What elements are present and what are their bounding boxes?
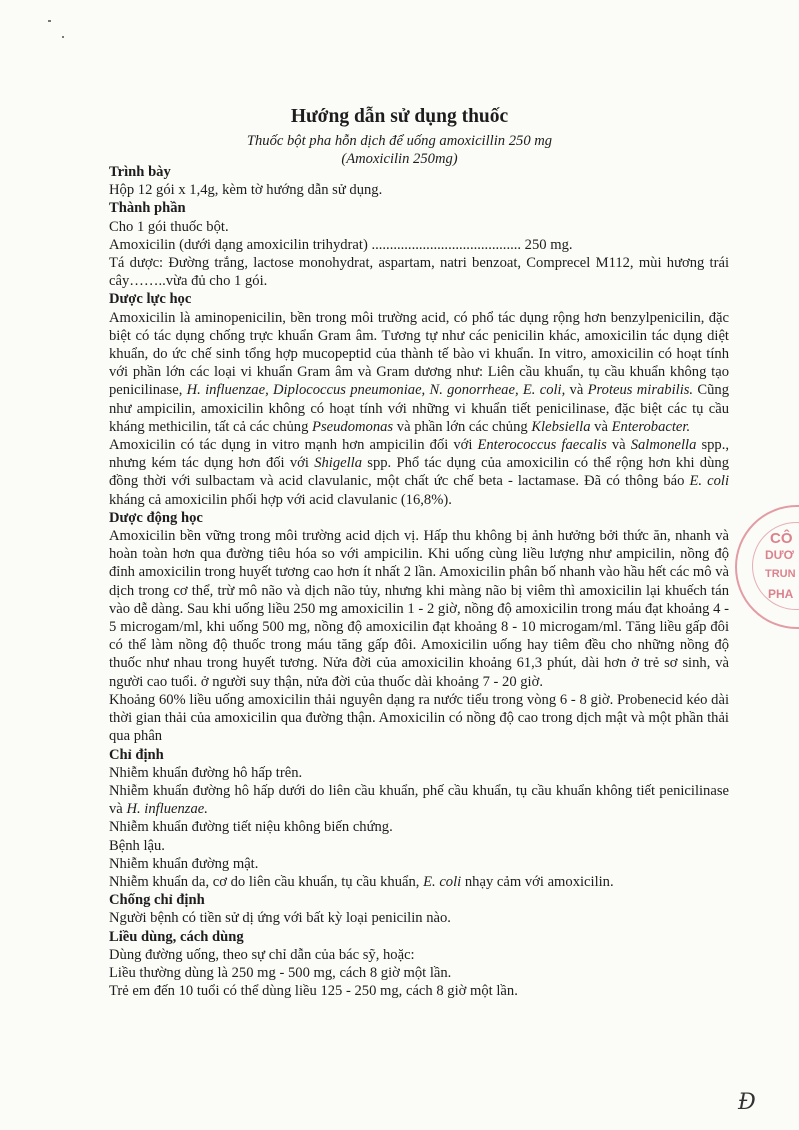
stamp-inner-ring [752,522,799,610]
document-body [109,163,729,1000]
thanh-phan-line: Cho 1 gói thuốc bột. [109,218,229,235]
text-run: và phần lớn các chủng [396,418,528,435]
italic-text-run: H. influenzae. [126,801,208,818]
text-run: Amoxicilin là aminopenicilin, bền trong môi trường acid, có phổ tác dụng rộng hơn benzylpenicilin, đặc biệt có tác dụng chống trực khuẩn Gram âm. Tương tự như các penicilin khác, amoxicilin tác dụng diệt khuẩn, do ức chế sinh tổng hợp mucopeptid của thành tế bào vi khuẩn. In vitro, amoxicilin có hoạt tính với phần lớn các loại vi khuẩn Gram âm và Gram dương như: Liên cầu khuẩn, tụ cầu khuẩn không tạo penicilinase, [109,309,729,399]
duoc-luc-hoc-paragraph [109,309,729,436]
chi-dinh-item: Nhiễm khuẩn đường tiết niệu không biến chứng. [109,819,393,836]
stamp-text: CÔ [770,530,793,547]
section-heading-thanh-phan: Thành phần [109,200,186,217]
thanh-phan-line: Amoxicilin (dưới dạng amoxicilin trihydrat) ......................................... 250 mg. [109,236,573,253]
italic-text-run: Enterobacter. [611,418,691,435]
text-run: Cũng như ampicilin, amoxicilin không có hoạt tính với những vi khuẩn tiết penicilinase, đặc biệt các tụ cầu kháng methicilin, tất cả các chủng [109,382,729,435]
text-run: Nhiễm khuẩn da, cơ do liên cầu khuẩn, tụ cầu khuẩn, [109,873,420,890]
section-heading-lieu-dung: Liều dùng, cách dùng [109,928,244,945]
text-run: và [611,437,626,454]
chi-dinh-item: Nhiễm khuẩn đường mật. [109,855,259,872]
italic-text-run: H. influenzae, Diplococcus pneumoniae, N. gonorrheae, E. coli, [186,382,566,399]
scan-speck [62,36,64,38]
text-run: Amoxicilin có tác dụng in vitro mạnh hơn ampicilin đối với [109,437,473,454]
text-run: spp., nhưng kém tác dụng hơn đối với [109,437,730,472]
chong-chi-dinh-item: Người bệnh có tiền sử dị ứng với bất kỳ loại penicilin nào. [109,910,451,927]
italic-text-run: E. coli [423,873,462,890]
italic-text-run: Pseudomonas [312,418,394,435]
section-heading-duoc-luc-hoc: Dược lực học [109,291,192,308]
stamp-text: TRUN [765,568,796,580]
italic-text-run: E. coli [689,473,729,490]
lieu-dung-item: Dùng đường uống, theo sự chỉ dẫn của bác sỹ, hoặc: [109,946,415,963]
stamp-outer-ring [735,505,799,629]
chi-dinh-item: Bệnh lậu. [109,837,165,854]
stamp-text: PHA [768,587,794,601]
trinh-bay-text: Hộp 12 gói x 1,4g, kèm tờ hướng dẫn sử dụng. [109,182,383,199]
text-run: Nhiễm khuẩn đường hô hấp dưới do liên cầu khuẩn, phế cầu khuẩn, tụ cầu khuẩn không tiết penicilinase và [109,782,729,818]
lieu-dung-item: Trẻ em đến 10 tuổi có thể dùng liều 125 - 250 mg, cách 8 giờ một lần. [109,983,518,1000]
chi-dinh-item [109,873,729,891]
duoc-luc-hoc-paragraph [109,436,729,509]
document-subtitle-product: (Amoxicilin 250mg) [341,151,458,167]
chi-dinh-item: Nhiễm khuẩn đường hô hấp trên. [109,764,303,781]
chi-dinh-item [109,782,729,818]
section-heading-chong-chi-dinh: Chống chỉ định [109,892,205,909]
stamp-text: DƯƠ [765,548,794,562]
duoc-dong-hoc-paragraph: Amoxicilin bền vững trong môi trường acid dịch vị. Hấp thu không bị ảnh hưởng bởi thức ăn, nhanh và hoàn toàn hơn qua đường tiêu hóa so với ampicilin. Khi uống cùng liều lượng như ampicilin, nồng độ đỉnh amoxicilin trong huyết tương cao hơn ít nhất 2 lần. Amoxicilin phân bố nhanh vào hầu hết các mô và dịch trong cơ thể, trừ mô não và dịch não tủy, nhưng khi màng não bị viêm thì amoxicilin lại khuếch tán vào dễ dàng. Sau khi uống liều 250 mg amoxicilin 1 - 2 giờ, nồng độ amoxicilin trong máu đạt khoảng 4 - 5 microgam/ml, khi uống 500 mg, nồng độ amoxicilin đạt khoảng 8 - 10 microgam/ml. Tăng liều gấp đôi có thể làm nồng độ thuốc trong máu tăng gấp đôi. Amoxicilin uống hay tiêm đều cho những nồng độ thuốc như nhau trong huyết tương. Nửa đời của amoxicilin khoảng 61,3 phút, dài hơn ở trẻ sơ sinh, và người cao tuổi. ở người suy thận, nửa đời của thuốc dài khoảng 7 - 20 giờ. [109,528,729,690]
section-heading-chi-dinh: Chỉ định [109,746,164,763]
italic-text-run: Proteus mirabilis. [587,382,694,399]
italic-text-run: Salmonella [630,437,697,454]
scan-speck [48,20,51,22]
duoc-dong-hoc-paragraph: Khoảng 60% liều uống amoxicilin thải nguyên dạng ra nước tiểu trong vòng 6 - 8 giờ. Probenecid kéo dài thời gian thải của amoxicilin qua đường thận. Amoxicilin có nồng độ cao trong dịch mật và một phần thải qua phân [109,691,729,745]
thanh-phan-line: Tá dược: Đường trắng, lactose monohydrat, aspartam, natri benzoat, Comprecel M112, mùi hương trái cây……..vừa đủ cho 1 gói. [109,255,729,290]
document-title: Hướng dẫn sử dụng thuốc [290,106,509,127]
italic-text-run: Enterococcus faecalis [477,437,607,454]
italic-text-run: Klebsiella [531,418,591,435]
handwritten-initials: Đ [738,1090,756,1115]
italic-text-run: Shigella [314,455,363,472]
text-run: kháng cả amoxicilin phối hợp với acid clavulanic (16,8%). [109,491,452,508]
text-run: spp. Phổ tác dụng của amoxicilin có thể rộng hơn khi dùng đồng thời với sulbactam và acid clavulanic, một chất ức chế beta - lactamase. Đã có thông báo [109,455,729,490]
text-run: và [594,418,608,435]
text-run: và [569,382,584,399]
lieu-dung-item: Liều thường dùng là 250 mg - 500 mg, cách 8 giờ một lần. [109,964,452,981]
text-run: nhạy cảm với amoxicilin. [464,873,614,890]
section-heading-trinh-bay: Trình bày [109,164,171,180]
section-heading-duoc-dong-hoc: Dược động học [109,509,203,526]
document-subtitle: Thuốc bột pha hỗn dịch để uống amoxicillin 250 mg [246,133,553,149]
